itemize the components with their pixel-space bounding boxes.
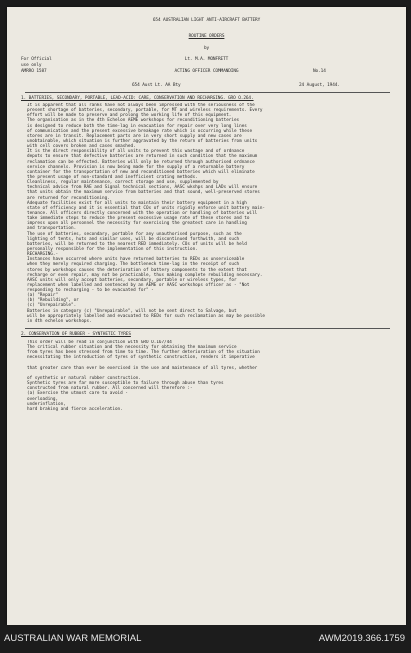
- text-line: (b) "Rebuilding", or: [27, 298, 79, 304]
- officer-name: Lt. M.A. MONFRETT: [184, 57, 229, 62]
- officer-role: ACTING OFFICER COMMANDING: [174, 69, 239, 74]
- order-number: No.14: [313, 69, 326, 74]
- section-2-body: [27, 340, 393, 412]
- text-line: responding to recharging - to be evacuated for" -: [27, 288, 154, 294]
- text-line: Synthetic tyres are far more susceptible to failure through abuse than tyres: [27, 381, 224, 387]
- text-line: tenance. All officers directly concerned with the operation or handling of batteries will: [27, 210, 258, 216]
- text-line: present shortage of batteries, secondary, portable, for MT and wireless requirements. Every: [27, 108, 263, 114]
- archive-reference: AWM2019.366.1759: [318, 633, 405, 644]
- text-line: necessitating the introduction of tyres of synthetic construction, renders it imperative: [27, 355, 255, 361]
- location: 654 Aust Lt. AA Bty: [132, 83, 181, 88]
- official-line-1: For Official: [21, 57, 52, 62]
- document-title: ROUTINE ORDERS: [188, 34, 225, 39]
- text-line: of synthetic or natural rubber construction.: [27, 375, 141, 381]
- text-line: overloading,: [27, 396, 59, 402]
- text-line: replacement when labelled and sentenced by an AEME or AASC workshops officer as - "Not: [27, 282, 250, 288]
- text-line: underinflation,: [27, 401, 66, 407]
- text-line: technical advice from RAE and Signal technical sections, AASC wkshps and LADs will ensure: [27, 185, 258, 191]
- text-line: stores by workshops causes the deterioration of battery components to the extent that: [27, 267, 247, 273]
- text-line: The use of batteries, secondary, portable for any unauthorised purpose, such as the: [27, 231, 242, 237]
- text-line: recharge or even repair, may not be practicable, thus making complete rebuilding necessary.: [27, 272, 263, 278]
- text-line: The critical rubber situation and the necessity for obtaining the maximum service: [27, 345, 237, 351]
- text-line: will be appropriately labelled and evacuated to REDs for such reclamation as may be possible: [27, 313, 265, 319]
- text-line: is designed to reduce both the time-lag in evacuation for repair over very long lines: [27, 123, 247, 129]
- text-line: This order will be read in conjunction with GRO O.167/44: [27, 340, 172, 345]
- text-line: reclamation can be effected. Batteries will only be returned through authorised ordnance: [27, 159, 255, 165]
- archive-name: AUSTRALIAN WAR MEMORIAL: [4, 633, 142, 644]
- text-line: (a) Exercise the utmost care to avoid -: [27, 391, 128, 397]
- text-line: constructed from natural rubber. All concerned will therefore :-: [27, 386, 193, 392]
- official-line-2: use only: [21, 63, 42, 68]
- text-line: and transportation.: [27, 226, 77, 232]
- text-line: container for the transportation of new and reconditioned batteries which will eliminate: [27, 169, 255, 175]
- text-line: the present usage of non-standard and inefficient crating methods.: [27, 174, 198, 180]
- section-1-body: [27, 103, 393, 324]
- text-line: AASC units will only accept batteries, secondary, portable or wireless types, for: [27, 277, 237, 283]
- text-line: impress upon all personnel the necessity for exercising the greatest care in handling: [27, 221, 247, 227]
- text-line: (a) "Repair": [27, 293, 59, 299]
- document-page: [7, 7, 406, 625]
- text-line: batteries, will be returned to the nearest RED immediately. COs of units will be held: [27, 241, 247, 247]
- text-line: Instances have occurred where units have returned batteries to REDs as unserviceable: [27, 257, 245, 263]
- text-line: Adequate facilities exist for all units to maintain their battery equipment in a high: [27, 200, 247, 206]
- text-line: effort will be made to preserve and prolong the working life of this equipment.: [27, 113, 232, 119]
- divider: [25, 92, 390, 93]
- text-line: depots to ensure that defective batteries are returned in such condition that the maximum: [27, 154, 258, 160]
- text-line: Cleanliness, regular maintenance, correct storage and use, supplemented by: [27, 180, 219, 186]
- text-line: that greater care than ever be exercised in the use and maintenance of all tyres, whether: [27, 365, 258, 371]
- text-line: stores are in transit. Replacement parts are in very short supply and new cases are: [27, 133, 242, 139]
- text-line: of communication and the present excessive breakage rate which is occurring while these: [27, 128, 253, 134]
- text-line: in 4th echelon workshops.: [27, 318, 92, 324]
- text-line: service channels. Provision is now being made for the supply of a returnable battery: [27, 164, 245, 170]
- text-line: are returned for reconditioning.: [27, 195, 110, 201]
- text-line: It is apparent that all ranks have not always been impressed with the seriousness of the: [27, 103, 255, 108]
- text-line: from tyres has been stressed from time to time. The further deterioration of the situation: [27, 350, 260, 356]
- text-line: that units obtain the maximum service from batteries and that sound, well-preserved stores: [27, 190, 260, 196]
- text-line: Batteries in category (c) "Unrepairable", will not be sent direct to Salvage, but: [27, 308, 237, 314]
- text-line: state of efficiency and it is essential that COs of units rigidly enforce unit battery main-: [27, 205, 265, 211]
- text-line: hard braking and fierce acceleration.: [27, 406, 123, 412]
- text-line: It is the direct responsibility of all units to prevent this wastage and of ordnance: [27, 149, 245, 155]
- unit-heading: 654 AUSTRALIAN LIGHT ANTI-AIRCRAFT BATTERY: [152, 18, 261, 23]
- text-line: take immediate steps to reduce the present excessive usage rate of these stores and to: [27, 216, 250, 222]
- section-1-heading: 1. BATTERIES, SECONDARY, PORTABLE, LEAD-ACID: CARE, CONSERVATION AND RECHARGING. GRO O.264.: [21, 96, 254, 101]
- text-line: personally responsible for the implementation of this instruction.: [27, 246, 198, 252]
- text-line: when they merely required charging. The bottleneck time-lag in the receipt of such: [27, 262, 240, 268]
- divider: [25, 328, 390, 329]
- by-label: by: [203, 46, 210, 51]
- text-line: with cell covers broken and cases smashed.: [27, 144, 136, 150]
- text-line: The organisation as in the 4th Echelon AEME workshops for reconditioning batteries: [27, 118, 240, 124]
- archive-footer: [0, 625, 411, 653]
- text-line: (c) "Unrepairable".: [27, 303, 77, 309]
- order-date: 24 August, 1944.: [299, 83, 340, 88]
- official-line-3: AMRRO 1587: [21, 69, 47, 74]
- section-2-heading: 2. CONSERVATION OF RUBBER - SYNTHETIC TYRES: [21, 332, 131, 337]
- text-line: unobtainable, which situation is further aggravated by the return of batteries from units: [27, 138, 258, 144]
- text-line: lighting of tents, huts and similar uses, will be discontinued forthwith, and such: [27, 236, 240, 242]
- text-line: RECHARGING.-: [27, 252, 59, 258]
